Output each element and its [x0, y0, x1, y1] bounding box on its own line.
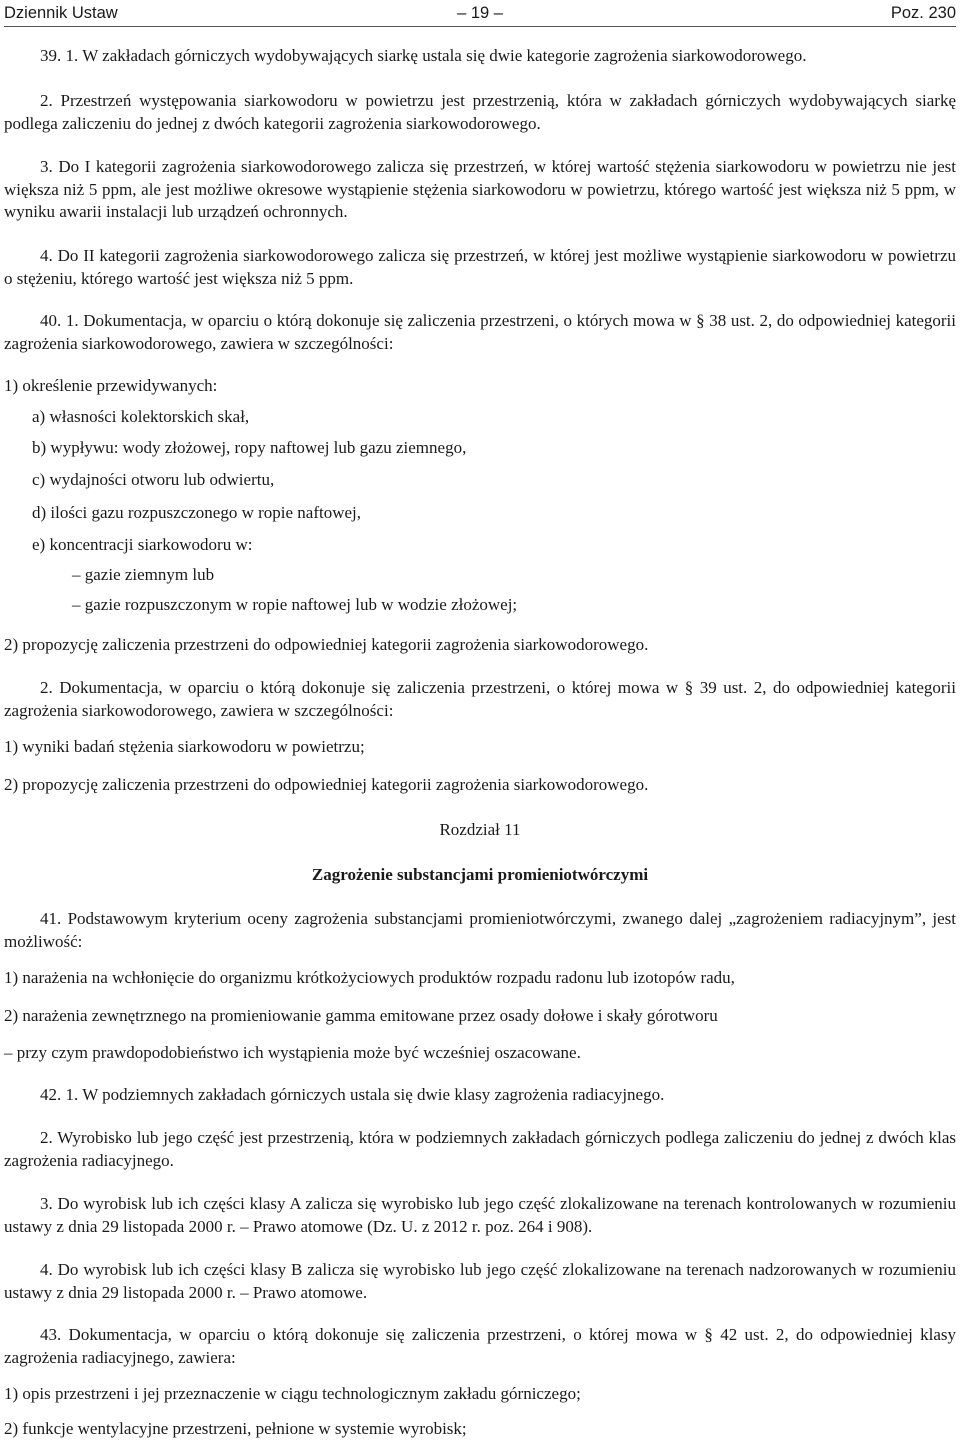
paragraph-42-4: 4. Do wyrobisk lub ich części klasy B zalicza się wyrobisko lub jego część zlokalizowane na terenach nadzorowanych w rozumieniu ustawy z dnia 29 listopada 2000 r. – Prawo atomowe.	[4, 1260, 956, 1302]
list-item: 1) wyniki badań stężenia siarkowodoru w powietrzu;	[4, 737, 365, 756]
paragraph-40-2: 2. Dokumentacja, w oparciu o którą dokonuje się zaliczenia przestrzeni, o której mowa w § 39 ust. 2, do odpowiedniej kategorii zagrożenia siarkowodorowego, zawiera w szczególności:	[4, 678, 956, 720]
paragraph-42-2: 2. Wyrobisko lub jego część jest przestrzenią, która w podziemnych zakładach górniczych podlega zaliczeniu do jednej z dwóch klas zagrożenia radiacyjnego.	[4, 1128, 956, 1170]
chapter-number: Rozdział 11	[439, 820, 521, 839]
paragraph-39-4: 4. Do II kategorii zagrożenia siarkowodorowego zalicza się przestrzeń, w której jest możliwe wystąpienie siarkowodoru w powietrzu o stężeniu, którego wartość jest większa niż 5 ppm.	[4, 246, 956, 288]
list-item: 1) narażenia na wchłonięcie do organizmu krótkożyciowych produktów rozpadu radonu lub izotopów radu,	[4, 968, 735, 987]
paragraph-40-1: 40. 1. Dokumentacja, w oparciu o którą dokonuje się zaliczenia przestrzeni, o których mowa w § 38 ust. 2, do odpowiedniej kategorii zagrożenia siarkowodorowego, zawiera w szczególności:	[4, 311, 956, 353]
list-item: 1) określenie przewidywanych:	[4, 376, 218, 395]
list-item: – gazie ziemnym lub	[72, 565, 215, 584]
page-number: – 19 –	[457, 4, 503, 22]
list-item: e) koncentracji siarkowodoru w:	[32, 535, 253, 554]
journal-title: Dziennik Ustaw	[4, 4, 118, 22]
paragraph-39-2: 2. Przestrzeń występowania siarkowodoru w powietrzu jest przestrzenią, która w zakładach górniczych wydobywających siarkę podlega zaliczeniu do jednej z dwóch kategorii zagrożenia siarkowodorowego.	[4, 91, 956, 133]
paragraph-39-1: 39. 1. W zakładach górniczych wydobywających siarkę ustala się dwie kategorie zagrożenia siarkowodorowego.	[40, 46, 807, 65]
header-divider	[4, 26, 956, 27]
paragraph-42-1: 42. 1. W podziemnych zakładach górniczych ustala się dwie klasy zagrożenia radiacyjnego.	[40, 1085, 665, 1104]
list-item: d) ilości gazu rozpuszczonego w ropie naftowej,	[32, 503, 362, 522]
list-item: 2) propozycję zaliczenia przestrzeni do odpowiedniej kategorii zagrożenia siarkowodorowego.	[4, 775, 649, 794]
position-number: Poz. 230	[890, 4, 956, 22]
page-header	[4, 0, 956, 30]
paragraph-42-3: 3. Do wyrobisk lub ich części klasy A zalicza się wyrobisko lub jego część zlokalizowane na terenach kontrolowanych w rozumieniu ustawy z dnia 29 listopada 2000 r. – Prawo atomowe (Dz. U. z 2012 r. poz. 264 i 908).	[4, 1194, 956, 1236]
list-item: b) wypływu: wody złożowej, ropy naftowej lub gazu ziemnego,	[32, 438, 467, 457]
paragraph-41-closing: – przy czym prawdopodobieństwo ich wystąpienia może być wcześniej oszacowane.	[4, 1043, 581, 1062]
list-item: – gazie rozpuszczonym w ropie naftowej lub w wodzie złożowej;	[72, 595, 518, 614]
chapter-title: Zagrożenie substancjami promieniotwórczymi	[311, 865, 649, 884]
paragraph-39-3: 3. Do I kategorii zagrożenia siarkowodorowego zalicza się przestrzeń, w której wartość stężenia siarkowodoru w powietrzu nie jest większa niż 5 ppm, ale jest możliwe okresowe wystąpienie stężenia siarkowodoru w powietrzu, którego wartość jest większa niż 5 ppm, w wyniku awarii instalacji lub urządzeń ochronnych.	[4, 157, 956, 221]
list-item: a) własności kolektorskich skał,	[32, 407, 250, 426]
list-item: c) wydajności otworu lub odwiertu,	[32, 470, 275, 489]
paragraph-41: 41. Podstawowym kryterium oceny zagrożenia substancjami promieniotwórczymi, zwanego dalej „zagrożeniem radiacyjnym”, jest możliwość:	[4, 909, 956, 951]
list-item: 1) opis przestrzeni i jej przeznaczenie w ciągu technologicznym zakładu górniczego;	[4, 1384, 581, 1403]
list-item: 2) funkcje wentylacyjne przestrzeni, pełnione w systemie wyrobisk;	[4, 1419, 467, 1438]
list-item: 2) narażenia zewnętrznego na promieniowanie gamma emitowane przez osady dołowe i skały górotworu	[4, 1006, 718, 1025]
list-item: 2) propozycję zaliczenia przestrzeni do odpowiedniej kategorii zagrożenia siarkowodorowego.	[4, 635, 649, 654]
paragraph-43: 43. Dokumentacja, w oparciu o którą dokonuje się zaliczenia przestrzeni, o której mowa w § 42 ust. 2, do odpowiedniej klasy zagrożenia radiacyjnego, zawiera:	[4, 1325, 956, 1367]
